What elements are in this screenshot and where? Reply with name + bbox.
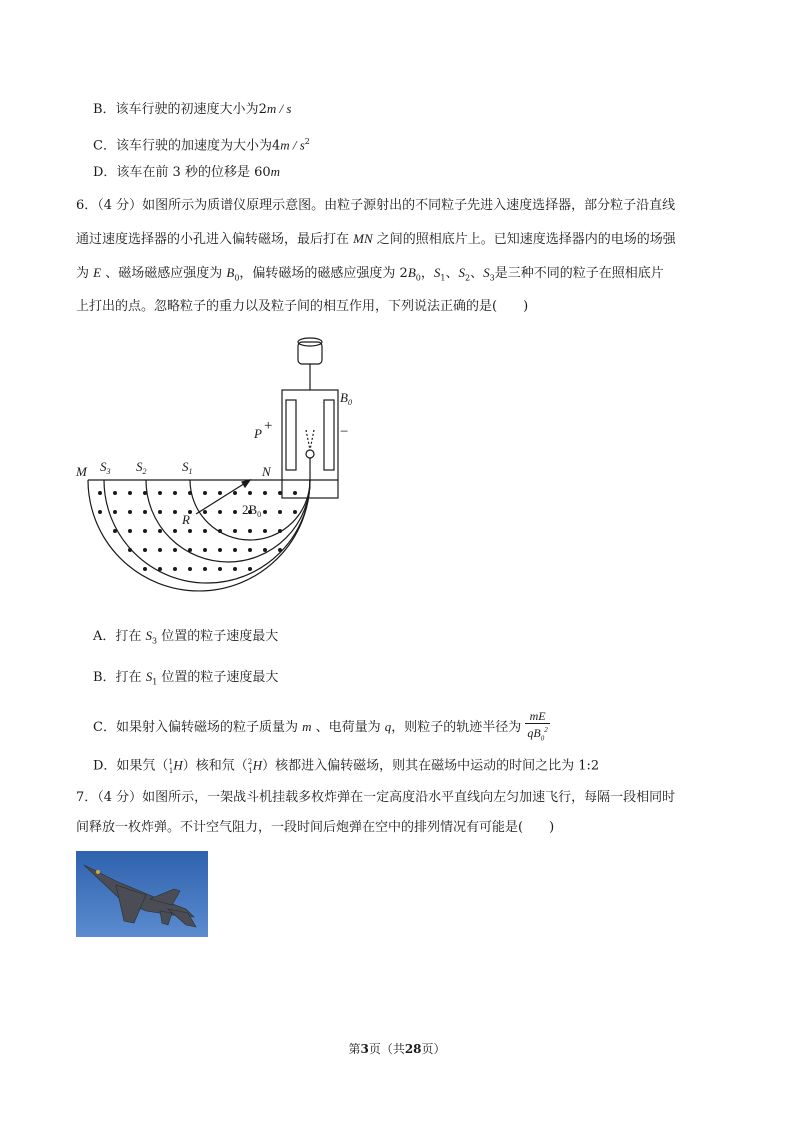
field-dot (203, 529, 207, 533)
field-dot (218, 529, 222, 533)
q6-line2: 通过速度选择器的小孔进入偏转磁场，最后打在 MN 之间的照相底片上。已知速度选择器内的电场的场强 (76, 231, 676, 247)
label-p: P (254, 426, 262, 441)
option-b-prev: B．该车行驶的初速度大小为2m / s (93, 101, 292, 117)
option-d-prev: D．该车在前 3 秒的位移是 60m (93, 164, 281, 180)
field-dot (263, 491, 267, 495)
field-dot (158, 567, 162, 571)
positive-plate (286, 400, 296, 470)
field-dot (173, 491, 177, 495)
field-dot (233, 567, 237, 571)
field-dot (113, 529, 117, 533)
field-dot (113, 510, 117, 514)
field-dot (263, 548, 267, 552)
field-dot (278, 548, 282, 552)
q6-option-a[interactable]: A．打在 $S_3$ 位置的粒子速度最大 (93, 628, 279, 646)
label-r: R (182, 512, 190, 527)
field-dot (188, 529, 192, 533)
field-dot (98, 491, 102, 495)
mass-spectrometer-diagram (76, 330, 376, 600)
negative-plate (324, 400, 334, 470)
field-dot (203, 491, 207, 495)
label-s3: $S_3$ (100, 459, 111, 476)
field-dot (263, 529, 267, 533)
q7-line1: 7．（4 分）如图所示，一架战斗机挂载多枚炸弹在一定高度沿水平直线向左匀加速飞行，每隔一段相同时 (76, 790, 676, 805)
field-dot (128, 529, 132, 533)
field-dot (218, 491, 222, 495)
minus-sign: − (340, 424, 349, 440)
field-dot (143, 529, 147, 533)
field-dot (218, 567, 222, 571)
field-dot (158, 491, 162, 495)
selector-hole (306, 450, 314, 458)
label-s2: $S_2$ (136, 459, 147, 476)
field-dot (278, 510, 282, 514)
field-dot (143, 567, 147, 571)
field-dot (278, 491, 282, 495)
radius-fraction: $\frac{mE}{qB_0^2}$ (527, 709, 548, 743)
field-dot (278, 529, 282, 533)
field-dot (263, 510, 267, 514)
q7-line2: 间释放一枚炸弹。不计空气阻力，一段时间后炮弹在空中的排列情况有可能是( ) (76, 820, 555, 835)
deflection-field-boundary (88, 480, 310, 591)
field-dot (188, 567, 192, 571)
field-dot (233, 491, 237, 495)
field-dot (173, 548, 177, 552)
q6-line1: 6．（4 分）如图所示为质谱仪原理示意图。由粒子源射出的不同粒子先进入速度选择器，部分粒子沿直线 (76, 198, 676, 213)
field-dot (128, 548, 132, 552)
plus-sign: + (264, 418, 273, 434)
field-dot (128, 491, 132, 495)
field-dot (248, 529, 252, 533)
field-dot (233, 510, 237, 514)
field-dot (248, 548, 252, 552)
label-s1: $S_1$ (182, 459, 193, 476)
field-dot (248, 491, 252, 495)
label-n: N (262, 464, 271, 479)
field-dot (158, 548, 162, 552)
field-dot (143, 491, 147, 495)
label-m: M (76, 464, 87, 479)
field-dot (293, 510, 297, 514)
field-dot (158, 529, 162, 533)
field-dot (218, 510, 222, 514)
label-field: $2B_0$ (242, 502, 262, 519)
field-dot (143, 510, 147, 514)
q6-option-b[interactable]: B．打在 $S_1$ 位置的粒子速度最大 (93, 669, 279, 687)
field-dot (203, 567, 207, 571)
field-dot (128, 510, 132, 514)
field-dot (188, 548, 192, 552)
q6-line3: 为 E 、磁场磁感应强度为 $B_0$，偏转磁场的磁感应强度为 $2B_0$，$S_1$、$S_2$、$S_3$是三种不同的粒子在照相底片 (76, 265, 664, 283)
field-dot (143, 548, 147, 552)
q6-option-d[interactable]: D．如果氕（$^1_1$H）核和氘（$^2_1$H）核都进入偏转磁场，则其在磁场中运动的时间之比为 1:2 (93, 757, 600, 775)
field-dot (173, 567, 177, 571)
field-dots (98, 491, 297, 571)
field-dot (188, 491, 192, 495)
q6-line4: 上打出的点。忽略粒子的重力以及粒子间的相互作用，下列说法正确的是( ) (76, 299, 529, 314)
field-dot (113, 491, 117, 495)
field-dot (203, 548, 207, 552)
q6-option-c[interactable]: C．如果射入偏转磁场的粒子质量为 m 、电荷量为 q，则粒子的轨迹半径为 $\frac{mE}{qB_0^2}$ (93, 710, 550, 745)
field-dot (98, 510, 102, 514)
label-b0: $B_0$ (340, 390, 352, 407)
field-dot (158, 510, 162, 514)
field-dot (218, 548, 222, 552)
field-dot (173, 529, 177, 533)
field-dot (203, 510, 207, 514)
fighter-jet-photo (76, 851, 208, 937)
option-c-prev: C．该车行驶的加速度为大小为$4m / s^2$ (93, 137, 310, 154)
field-dot (233, 529, 237, 533)
page-footer: 第3页（共28页） (348, 1042, 446, 1056)
field-dot (293, 491, 297, 495)
field-dot (248, 567, 252, 571)
field-dot (173, 510, 177, 514)
field-dot (233, 548, 237, 552)
